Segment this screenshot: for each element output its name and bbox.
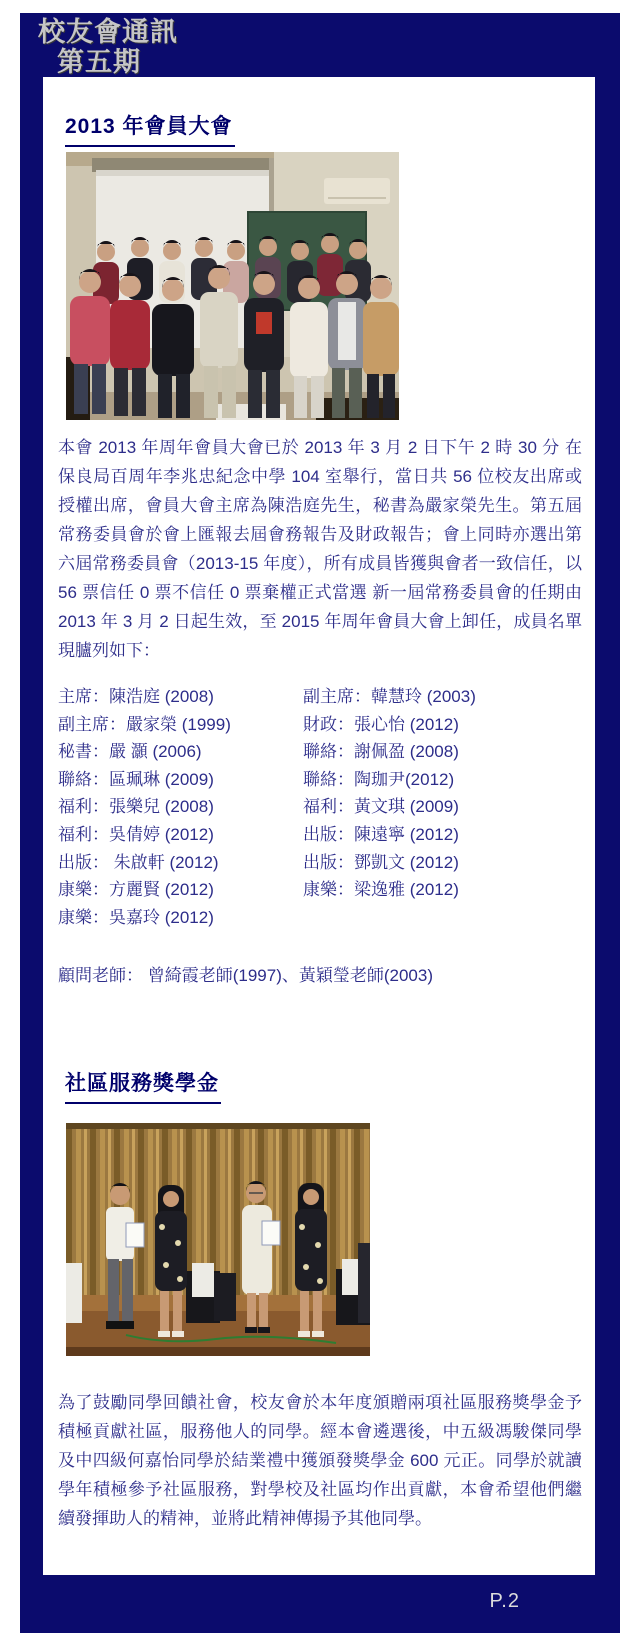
committee-entry: 康樂：梁逸雅 (2012) — [303, 880, 459, 900]
section-title-scholarship: 社區服務獎學金 — [65, 1067, 221, 1104]
section-title-agm: 2013 年會員大會 — [65, 110, 235, 147]
scholarship-paragraph: 為了鼓勵同學回饋社會，校友會於本年度頒贈兩項社區服務獎學金予積極貢獻社區，服務他人的同學。經本會遴選後，中五級馮駿傑同學及中四級何嘉怡同學於結業禮中獲頒發獎學金 600 元正。同學於就讀學年積極參予社區服務，對學校及社區均作出貢獻，本會希望他們繼續發揮助人的精神，並將此精神傳揚予其他同學。 — [58, 1393, 582, 1528]
committee-row — [58, 821, 582, 849]
committee-entry: 出版：鄧凱文 (2012) — [303, 852, 459, 872]
committee-row — [58, 711, 582, 739]
committee-entry: 副主席：韓慧玲 (2003) — [303, 687, 476, 706]
committee-entry: 康樂：方麗賢 (2012) — [58, 880, 214, 900]
committee-entry: 秘書：嚴 灝 (2006) — [58, 742, 202, 762]
committee-row — [58, 793, 582, 821]
committee-entry: 福利：張樂兒 (2008) — [58, 797, 214, 817]
committee-row — [58, 904, 582, 932]
certificate — [262, 1221, 280, 1245]
masthead — [38, 17, 178, 77]
content-box — [43, 77, 595, 1575]
projector-screen-case — [92, 158, 274, 172]
newsletter-page-frame — [20, 13, 620, 1633]
committee-entry: 副主席：嚴家榮 (1999) — [58, 714, 231, 734]
committee-entry: 福利：黃文琪 (2009) — [303, 797, 459, 817]
agm-group-photo — [66, 152, 399, 420]
committee-row — [58, 849, 582, 877]
committee-row — [58, 766, 582, 794]
advisors-line: 顧問老師： 曾綺霞老師(1997)、黃穎瑩老師(2003) — [58, 966, 434, 985]
committee-entry: 主席：陳浩庭 (2008) — [58, 687, 214, 706]
committee-entry — [303, 904, 582, 932]
agm-paragraph: 本會 2013 年周年會員大會已於 2013 年 3 月 2 日下午 2 時 30 分 在保良局百周年李兆忠紀念中學 104 室舉行，當日共 56 位校友出席或授權出席，會員大會主席為陳浩庭先生，秘書為嚴家榮先生。第五屆常務委員會於會上匯報去屆會務報告及財政報告；會上同時亦選出第六屆常務委員會（2013-15 年度），所有成員皆獲與會者一致信任，以 56 票信任 0 票不信任 0 票棄權正式當選 新一屆常務委員會的任期由 2013 年 3 月 2 日起生效，至 2015 年周年會員大會上卸任，成員名單現臚列如下： — [58, 438, 582, 660]
masthead-issue: 第五期 — [57, 47, 141, 77]
committee-entry: 出版： 朱啟軒 (2012) — [58, 852, 219, 872]
committee-list — [58, 683, 582, 931]
committee-entry: 聯絡：謝佩盈 (2008) — [303, 742, 459, 762]
committee-row — [58, 738, 582, 766]
committee-row — [58, 876, 582, 904]
committee-row — [58, 683, 582, 711]
committee-entry: 出版：陳遠寧 (2012) — [303, 824, 459, 844]
air-conditioner — [324, 178, 390, 204]
committee-entry: 財政：張心怡 (2012) — [303, 714, 459, 734]
committee-entry: 聯絡：區珮琳 (2009) — [58, 769, 214, 789]
committee-entry: 聯絡：陶珈尹(2012) — [303, 769, 455, 789]
committee-entry: 康樂：吳嘉玲 (2012) — [58, 907, 214, 927]
scholarship-ceremony-photo — [66, 1123, 370, 1356]
masthead-title: 校友會通訊 — [38, 17, 178, 47]
page-number: P.2 — [489, 1590, 520, 1612]
committee-entry: 福利：吳倩婷 (2012) — [58, 824, 214, 844]
certificate — [126, 1223, 144, 1247]
